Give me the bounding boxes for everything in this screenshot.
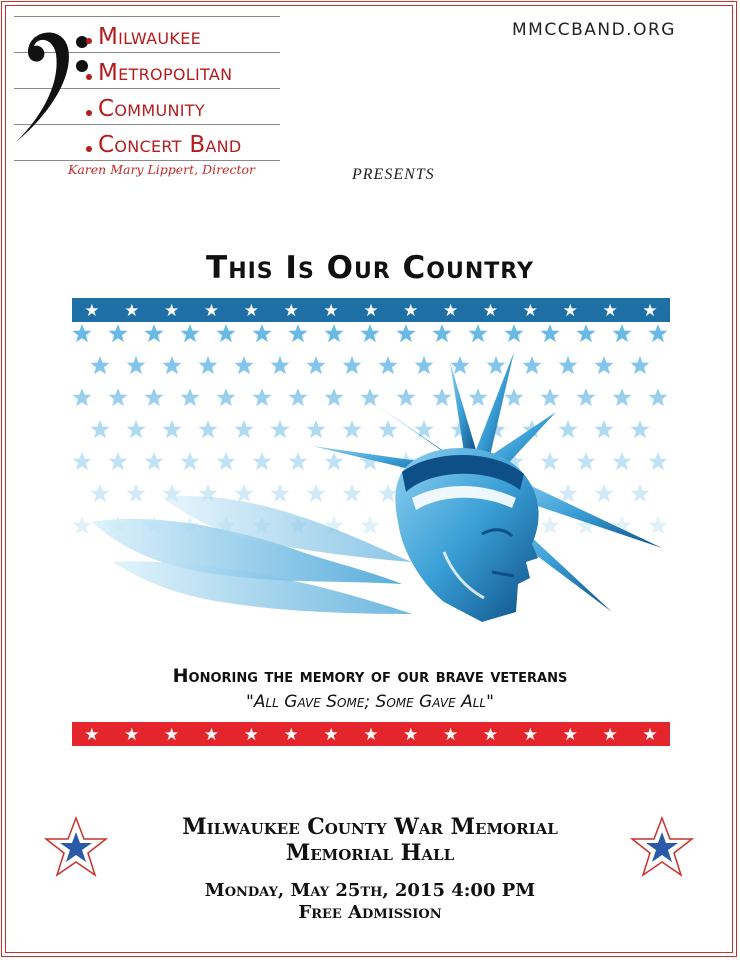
logo-line-3: Community xyxy=(98,96,205,122)
star-icon: ★ xyxy=(164,300,180,320)
clef-dot-lower xyxy=(76,60,88,72)
star-icon: ★ xyxy=(84,300,100,320)
star-icon: ★ xyxy=(642,300,658,320)
star-icon: ★ xyxy=(283,300,299,320)
star-icon: ★ xyxy=(482,724,499,744)
star-icon: ★ xyxy=(602,724,618,744)
star-icon: ★ xyxy=(124,724,140,744)
star-icon: ★ xyxy=(363,724,379,744)
honor-tagline: Honoring the memory of our brave veterans xyxy=(172,665,568,687)
band-logo xyxy=(14,14,284,184)
star-icon: ★ xyxy=(562,300,578,320)
venue-name: Milwaukee County War Memorial xyxy=(182,814,558,840)
star-icon: ★ xyxy=(602,300,618,320)
top-star-banner xyxy=(72,298,670,322)
admission-info: Free Admission xyxy=(298,902,442,923)
star-icon: ★ xyxy=(403,724,419,744)
logo-line-1: Milwaukee xyxy=(98,24,202,50)
star-icon: ★ xyxy=(443,300,459,320)
star-icon: ★ xyxy=(522,300,538,320)
star-icon: ★ xyxy=(522,724,538,744)
star-icon: ★ xyxy=(482,300,499,320)
presents-label: PRESENTS xyxy=(352,166,435,183)
website-link[interactable]: MMCCBAND.ORG xyxy=(512,20,676,40)
director-credit: Karen Mary Lippert, Director xyxy=(68,162,256,177)
logo-line-4: Concert Band xyxy=(98,132,242,158)
star-icon: ★ xyxy=(323,300,339,320)
honor-quote: "All Gave Some; Some Gave All" xyxy=(246,692,494,712)
event-datetime: Monday, May 25th, 2015 4:00 PM xyxy=(204,880,536,901)
star-icon: ★ xyxy=(124,300,140,320)
star-icon: ★ xyxy=(84,724,100,744)
star-icon: ★ xyxy=(403,300,419,320)
star-icon: ★ xyxy=(642,724,658,744)
star-icon: ★ xyxy=(243,724,259,744)
bass-clef-icon xyxy=(14,22,74,146)
star-icon: ★ xyxy=(203,300,220,320)
star-icon: ★ xyxy=(203,724,220,744)
liberty-artwork xyxy=(72,322,670,642)
star-icon: ★ xyxy=(283,724,299,744)
star-icon: ★ xyxy=(243,300,259,320)
logo-line-2: Metropolitan xyxy=(98,60,233,86)
star-icon: ★ xyxy=(323,724,339,744)
venue-hall: Memorial Hall xyxy=(285,840,455,866)
star-icon: ★ xyxy=(562,724,578,744)
concert-title: This Is Our Country xyxy=(206,250,534,286)
star-icon: ★ xyxy=(443,724,459,744)
star-icon: ★ xyxy=(363,300,379,320)
star-icon: ★ xyxy=(164,724,180,744)
bottom-star-banner xyxy=(72,722,670,746)
